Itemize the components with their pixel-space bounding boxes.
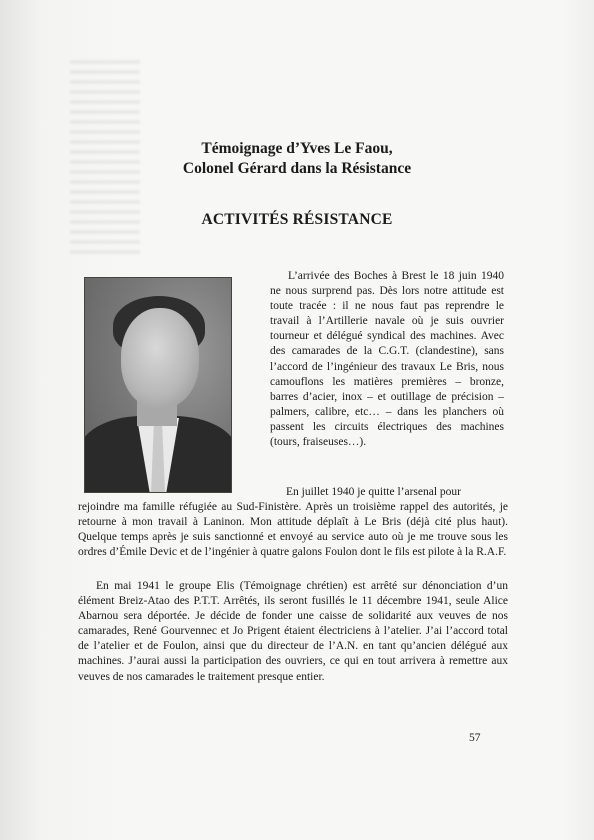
portrait-photo-icon <box>84 277 232 493</box>
title-line-1: Témoignage d’Yves Le Faou, <box>201 140 393 157</box>
paragraph-2-rest: rejoindre ma famille réfugiée au Sud-Finistère. Après un troisième rappel des autorités, je retourne à mon travail à Laninon. Mon attitude déplaît à Le Bris (déjà cité plus haut). Quelque temps après je suis sanctionné et envoyé au service auto où je me trouve sous les ordres d’Émile Devic et de l’ingénier à quatre galons Foulon dont le fils est pilote à la R.A.F. <box>78 501 508 559</box>
title-line-2: Colonel Gérard dans la Résistance <box>182 160 412 177</box>
section-heading: ACTIVITÉS RÉSISTANCE <box>201 211 393 228</box>
document-title <box>0 139 594 179</box>
paragraph-1: L’arrivée des Boches à Brest le 18 juin 1940 ne nous surprend pas. Dès lors notre attitude est toute tracée : il ne nous faut pas reprendre le travail à l’Artillerie navale où je suis ouvrier tourneur et délégué syndical des machines. Avec des camarades de la C.G.T. (clandestine), sans l’accord de l’ingénieur des travaux Le Bris, nous camouflons les matières premières – bronze, barres d’acier, inox – et outillage de précision – palmers, calibre, etc… – dans les planchers où passent les circuits électriques des machines (tours, fraiseuses…). <box>270 270 504 449</box>
page-number: 57 <box>469 732 481 744</box>
paragraph-3: En mai 1941 le groupe Elis (Témoignage chrétien) est arrêté sur dénonciation d’un élément Breiz-Atao des P.T.T. Arrêtés, ils seront fusillés le 11 décembre 1941, seule Alice Abarnou sera déportée. Je décide de fonder une caisse de solidarité aux veuves de nos camarades, René Gourvennec et Jo Prigent étaient électriciens à l’atelier. J’ai l’accord total de l’atelier et de Foulon, ainsi que du directeur de l’A.N. en tant qu’ancien délégué aux machines. J’aurai aussi la participation des ouvriers, ce qui en tout arrivera à remettre aux veuves de nos camarades le traitement presque entier. <box>78 580 508 683</box>
paragraph-2-first-line: En juillet 1940 je quitte l’arsenal pour <box>286 486 462 498</box>
paragraph-2 <box>78 485 508 560</box>
